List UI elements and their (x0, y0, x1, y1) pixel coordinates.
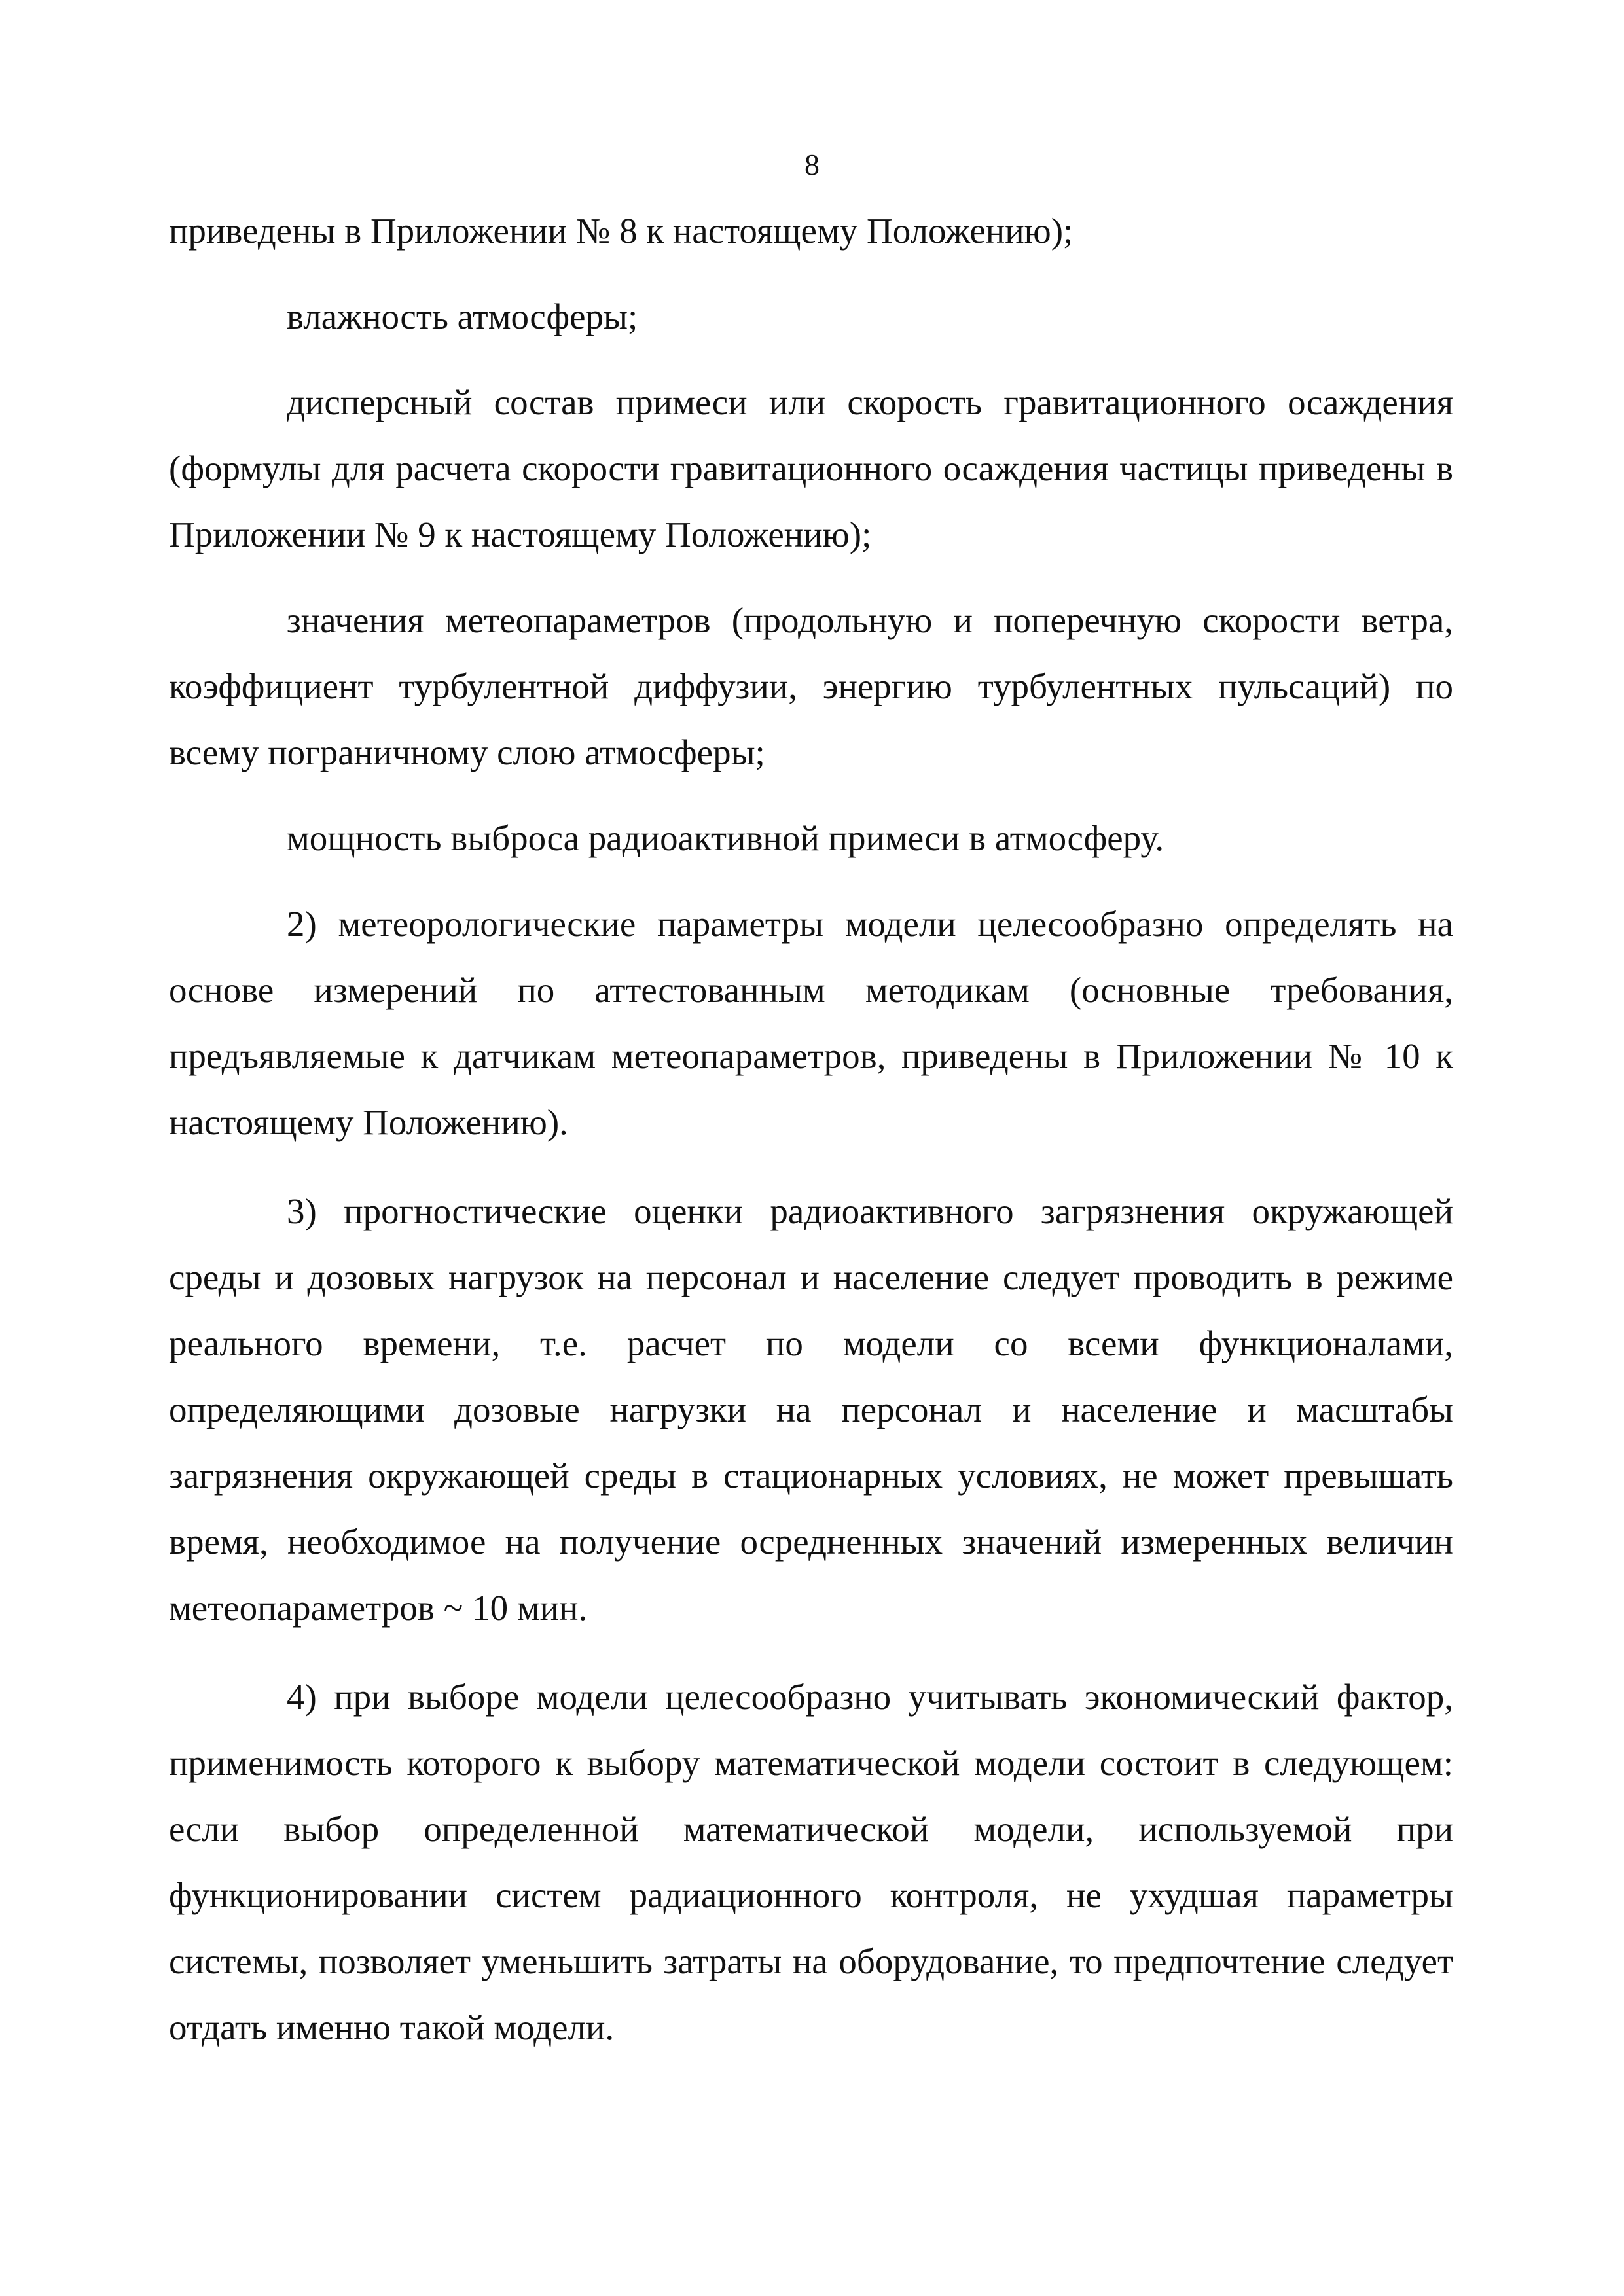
page-number: 8 (804, 148, 820, 181)
paragraph-item-2: 2) метеорологические параметры модели целесообразно определять на основе измерений по аттестованным методикам (основные требования, предъявляемые к датчикам метеопараметров, приведены в Приложении № 10 к настоящему Положению). (169, 904, 1453, 1142)
paragraph-dispersion: дисперсный состав примеси или скорость гравитационного осаждения (формулы для расчета скорости гравитационного осаждения частицы приведены в Приложении № 9 к настоящему Положению); (169, 382, 1453, 554)
paragraph-item-4: 4) при выборе модели целесообразно учитывать экономический фактор, применимость которого к выбору математической модели состоит в следующем: если выбор определенной математической модели, используемой при функционировании систем радиационного контроля, не ухудшая параметры системы, позволяет уменьшить затраты на оборудование, то предпочтение следует отдать именно такой модели. (169, 1677, 1453, 2047)
page-body (169, 198, 1453, 2060)
paragraph-item-3: 3) прогностические оценки радиоактивного загрязнения окружающей среды и дозовых нагрузок на персонал и население следует проводить в режиме реального времени, т.е. расчет по модели со всеми функционалами, определяющими дозовые нагрузки на персонал и население и масштабы загрязнения окружающей среды в стационарных условиях, не может превышать время, необходимое на получение осредненных значений измеренных величин метеопараметров ~ 10 мин. (169, 1191, 1453, 1628)
paragraph-humidity: влажность атмосферы; (287, 296, 638, 336)
paragraph-continuation: приведены в Приложении № 8 к настоящему Положению); (169, 211, 1074, 251)
paragraph-emission-power: мощность выброса радиоактивной примеси в атмосферу. (287, 818, 1164, 858)
paragraph-meteo-values: значения метеопараметров (продольную и поперечную скорости ветра, коэффициент турбулентной диффузии, энергию турбулентных пульсаций) по всему пограничному слою атмосферы; (169, 600, 1453, 772)
